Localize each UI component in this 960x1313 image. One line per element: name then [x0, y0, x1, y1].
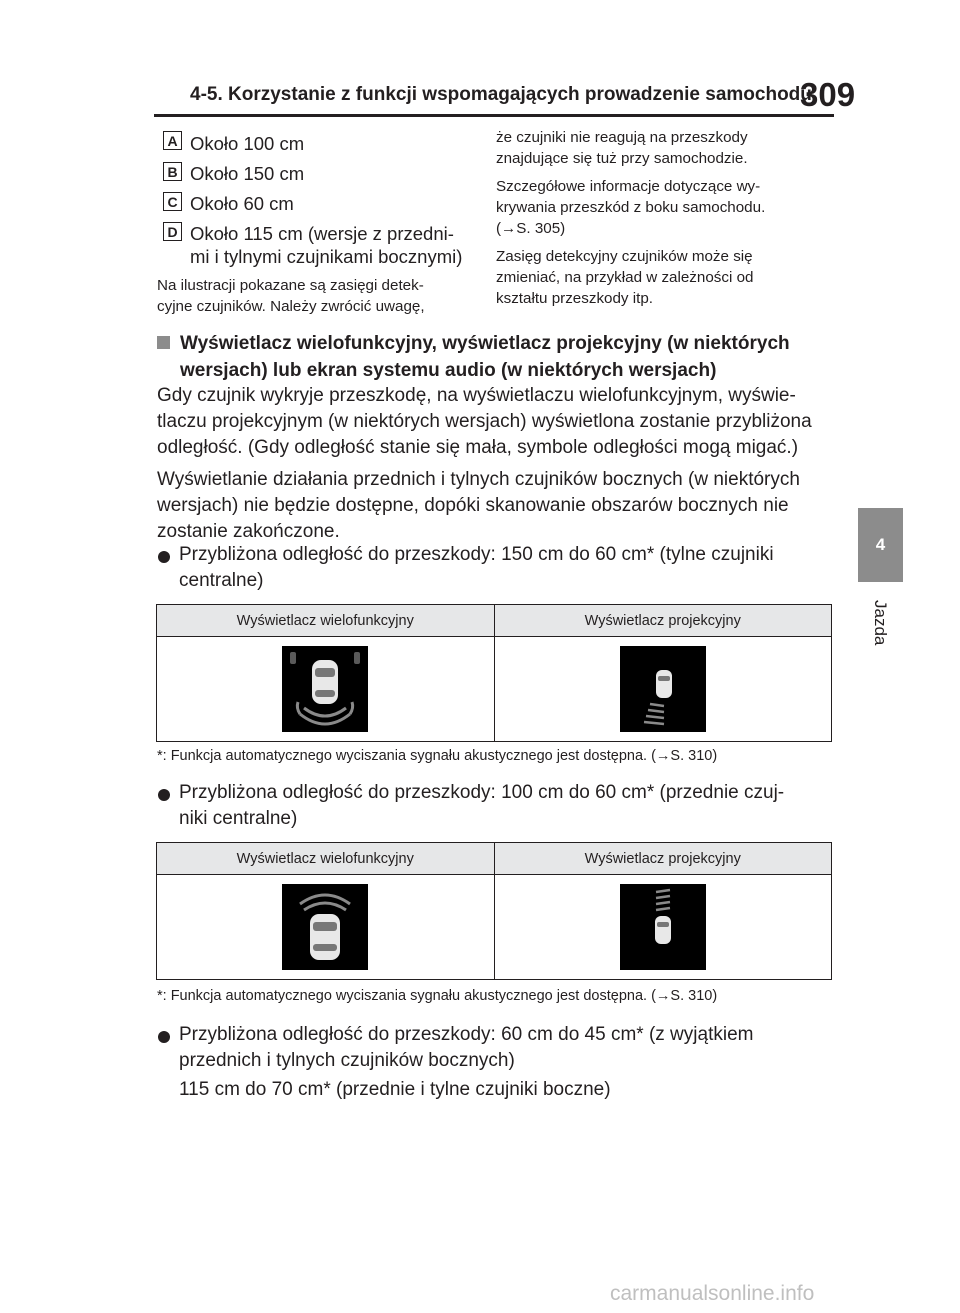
- section-square-icon: [157, 336, 170, 349]
- range-label-a: A: [163, 131, 182, 150]
- left-note: [157, 275, 425, 317]
- hud-front-image: [620, 884, 706, 970]
- table-header-hud: Wyświetlacz projekcyjny: [494, 843, 832, 875]
- range-text-b: Około 150 cm: [190, 163, 305, 184]
- page-number: 309: [800, 76, 856, 113]
- text-line: znajdujące się tuż przy samochodzie.: [496, 150, 748, 167]
- heading-line: Wyświetlacz wielofunkcyjny, wyświetlacz projekcyjny (w niektórych: [180, 333, 790, 354]
- table-cell: [494, 875, 832, 980]
- header-rule: [154, 114, 834, 117]
- text-line: krywania przeszkód z boku samochodu.: [496, 199, 766, 216]
- paragraph-1: [157, 383, 837, 461]
- watermark: carmanualsonline.info: [610, 1282, 815, 1305]
- text-line: przednich i tylnych czujników bocznych): [179, 1050, 515, 1071]
- table-header-multi: Wyświetlacz wielofunkcyjny: [157, 843, 495, 875]
- text-line: że czujniki nie reagują na przeszkody: [496, 129, 748, 146]
- text-line: wersjach) nie będzie dostępne, dopóki skanowanie obszarów bocznych nie: [157, 495, 789, 516]
- text-line: zostanie zakończone.: [157, 521, 340, 542]
- text-line: tlaczu projekcyjnym (w niektórych wersjach) wyświetlona zostanie przybliżona: [157, 411, 812, 432]
- display-table-rear: [156, 604, 832, 742]
- text-line: centralne): [179, 570, 264, 591]
- right-para-3: [496, 246, 765, 309]
- table-cell: [157, 875, 495, 980]
- bullet-icon: [158, 551, 170, 563]
- range-label-c: C: [163, 192, 182, 211]
- header-title: 4-5. Korzystanie z funkcji wspomagających prowadzenie samochodu: [190, 84, 812, 105]
- text-line: Przybliżona odległość do przeszkody: 100 cm do 60 cm* (przednie czuj-: [179, 782, 785, 803]
- text-line: niki centralne): [179, 808, 298, 829]
- bullet-3-text: [179, 1022, 753, 1074]
- text-line: Szczegółowe informacje dotyczące wy-: [496, 178, 761, 195]
- bullet-2-text: [179, 780, 784, 832]
- text-line: Gdy czujnik wykryje przeszkodę, na wyświetlaczu wielofunkcyjnym, wyświe-: [157, 385, 796, 406]
- text-line: Przybliżona odległość do przeszkody: 60 cm do 45 cm* (z wyjątkiem: [179, 1024, 754, 1045]
- heading-line: wersjach) lub ekran systemu audio (w niektórych wersjach): [180, 360, 717, 381]
- table-cell: [157, 637, 495, 742]
- table-header-hud: Wyświetlacz projekcyjny: [494, 605, 832, 637]
- text-line: Zasięg detekcyjny czujników może się: [496, 248, 753, 265]
- footnote-1: *: Funkcja automatycznego wyciszania sygnału akustycznego jest dostępna. (→S. 310): [157, 748, 718, 764]
- display-table-front: [156, 842, 832, 980]
- table-header-multi: Wyświetlacz wielofunkcyjny: [157, 605, 495, 637]
- text-line: kształtu przeszkody itp.: [496, 290, 653, 307]
- body-paragraphs: [157, 383, 837, 551]
- range-label-d: D: [163, 222, 182, 241]
- text-line: Wyświetlanie działania przednich i tylnych czujników bocznych (w niektórych: [157, 469, 800, 490]
- right-column: [496, 127, 765, 316]
- text-line: zmieniać, na przykład w zależności od: [496, 269, 754, 286]
- right-para-2: [496, 176, 765, 239]
- range-text-d: Około 115 cm (wersje z przedni-: [190, 223, 454, 244]
- hud-rear-image: [620, 646, 706, 732]
- multi-display-rear-image: [282, 646, 368, 732]
- bullet-icon: [158, 1031, 170, 1043]
- paragraph-2: [157, 467, 837, 545]
- bullet-3-extra: 115 cm do 70 cm* (przednie i tylne czujniki boczne): [179, 1079, 611, 1100]
- footnote-2: *: Funkcja automatycznego wyciszania sygnału akustycznego jest dostępna. (→S. 310): [157, 988, 718, 1004]
- multi-display-front-image: [282, 884, 368, 970]
- range-text-a: Około 100 cm: [190, 133, 305, 154]
- chapter-label: Jazda: [871, 600, 890, 646]
- chapter-tab: [858, 508, 903, 582]
- section-heading: [180, 330, 790, 384]
- range-label-b: B: [163, 162, 182, 181]
- bullet-icon: [158, 789, 170, 801]
- range-text-d-cont: mi i tylnymi czujnikami bocznymi): [190, 246, 463, 267]
- range-text-c: Około 60 cm: [190, 193, 294, 214]
- chapter-number: 4: [875, 535, 886, 554]
- cross-reference-link[interactable]: (→S. 305): [496, 220, 566, 237]
- left-note-line: cyjne czujników. Należy zwrócić uwagę,: [157, 298, 425, 315]
- right-para-1: [496, 127, 765, 169]
- bullet-1-text: [179, 542, 774, 594]
- text-line: Przybliżona odległość do przeszkody: 150 cm do 60 cm* (tylne czujniki: [179, 544, 774, 565]
- text-line: odległość. (Gdy odległość stanie się mała, symbole odległości mogą migać.): [157, 437, 799, 458]
- table-cell: [494, 637, 832, 742]
- left-note-line: Na ilustracji pokazane są zasięgi detek-: [157, 277, 424, 294]
